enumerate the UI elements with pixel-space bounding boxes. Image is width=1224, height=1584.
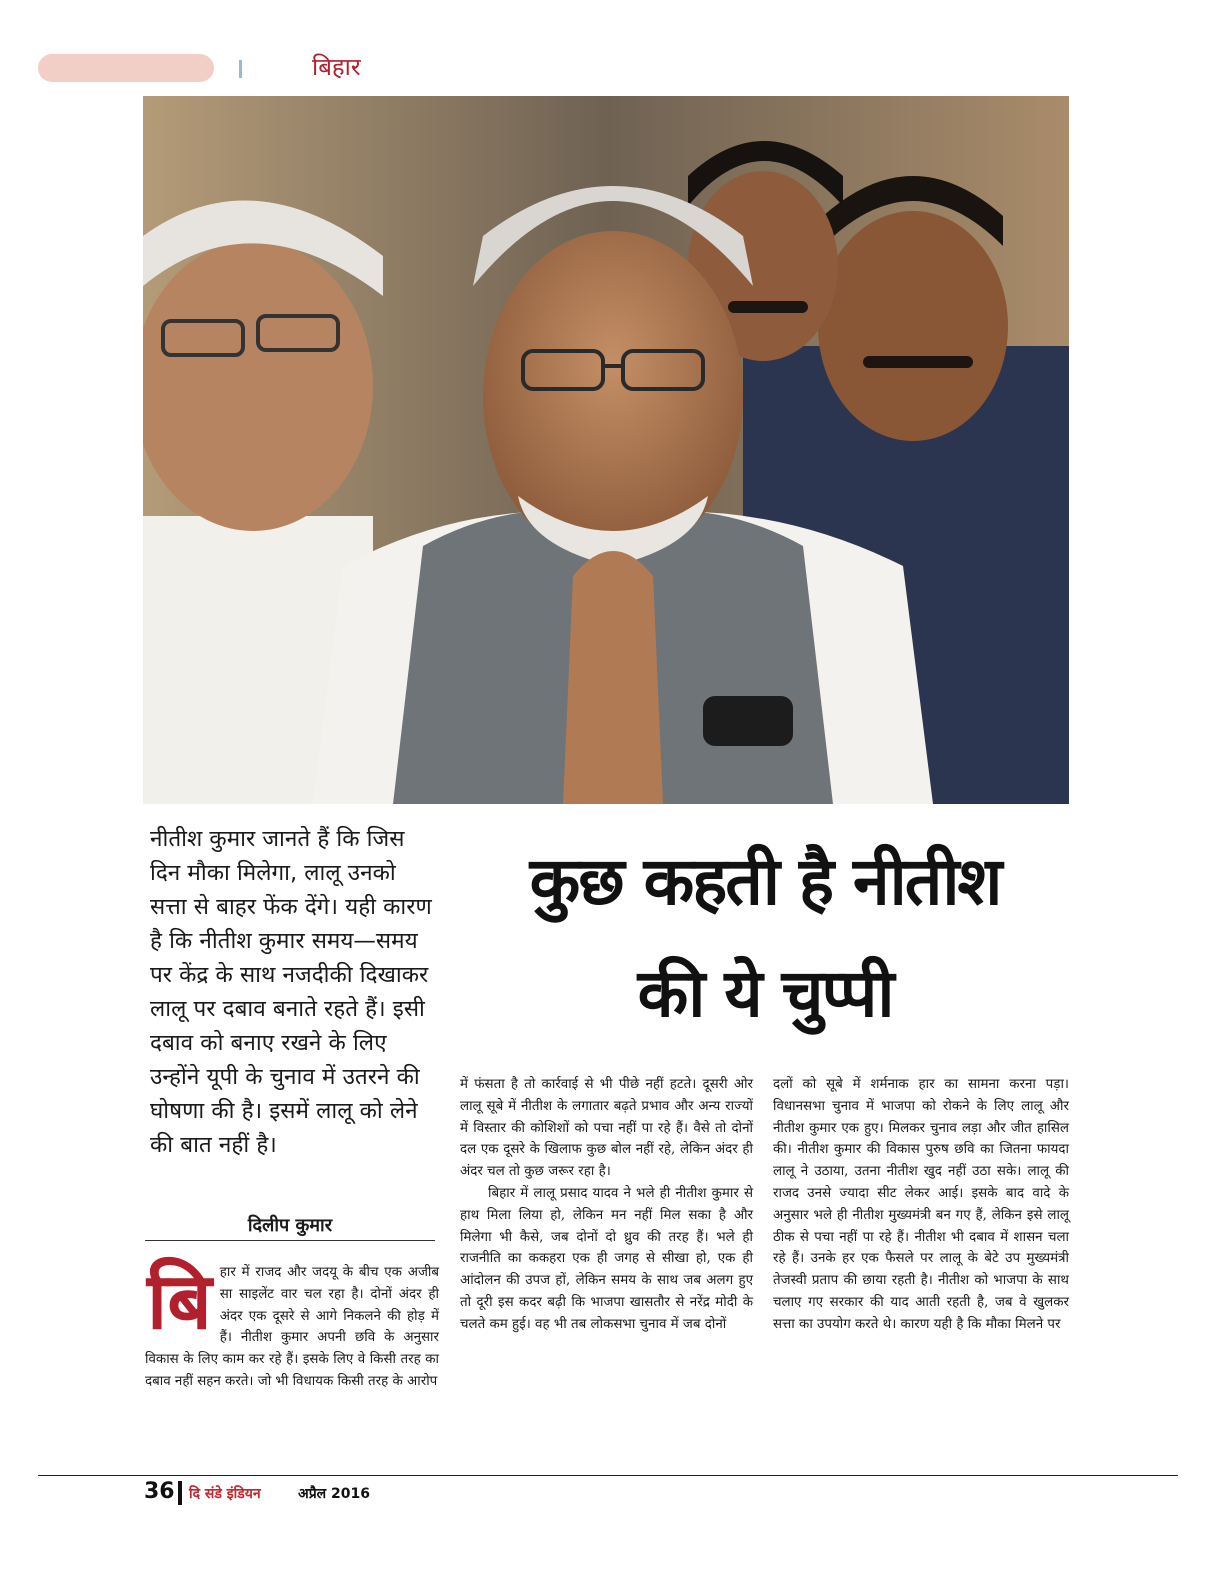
photo-illustration (143, 96, 1069, 804)
column-1-text: हार में राजद और जदयू के बीच एक अजीब सा साइलेंट वार चल रहा है। दोनों अंदर ही अंदर एक दूसरे से आगे निकलने की होड़ में हैं। नीतीश कुमार अपनी छवि के अनुसार विकास के लिए काम कर रहे हैं। इसके लिए वे किसी तरह का दबाव नहीं सहन करते। जो भी विधायक किसी तरह के आरोप (145, 1265, 439, 1389)
article-column-2 (460, 1074, 753, 1336)
header-separator (239, 60, 242, 78)
headline-line-1: कुछ कहती है नीतीश (529, 843, 1001, 920)
footer-separator (178, 1481, 182, 1505)
drop-cap: बि (147, 1257, 212, 1347)
column-2-paragraph-2: बिहार में लालू प्रसाद यादव ने भले ही नीतीश कुमार से हाथ मिला लिया हो, लेकिन मन नहीं मिल सका है और मिलेगा भी कैसे, जब दोनों दो ध्रुव की तरह हैं। भले ही राजनीति का ककहरा एक ही जगह से सीखा हो, एक ही आंदोलन की उपज हों, लेकिन समय के साथ जब अलग हुए तो दूरी इस कदर बढ़ी कि भाजपा खासतौर से नरेंद्र मोदी के चलते कम हुई। वह भी तब लोकसभा चुनाव में जब दोनों (460, 1185, 753, 1332)
article-headline (440, 826, 1090, 1050)
byline: दिलीप कुमार (247, 1215, 333, 1236)
article-column-1 (145, 1257, 439, 1393)
header-pill-decoration (38, 54, 214, 82)
footer-divider (38, 1475, 1178, 1476)
headline-line-2: की ये चुप्पी (637, 955, 893, 1032)
column-2-paragraph-1: में फंसता है तो कार्रवाई से भी पीछे नहीं हटते। दूसरी ओर लालू सूबे में नीतीश के लगातार बढ़ते प्रभाव और अन्य राज्यों में विस्तार की कोशिशों को पचा नहीं पा रहे हैं। वैसे तो दोनों दल एक दूसरे के खिलाफ कुछ बोल नहीं रहे, लेकिन अंदर ही अंदर चल तो कुछ जरूर रहा है। (460, 1077, 753, 1180)
section-label: बिहार (312, 53, 361, 81)
byline-divider (145, 1240, 435, 1241)
magazine-name: दि संडे इंडियन (189, 1486, 261, 1502)
article-column-3: दलों को सूबे में शर्मनाक हार का सामना करना पड़ा। विधानसभा चुनाव में भाजपा को रोकने के लिए लालू और नीतीश कुमार एक हुए। मिलकर चुनाव लड़ा और जीत हासिल की। नीतीश कुमार की विकास पुरुष छवि का जितना फायदा लालू ने उठाया, उतना नीतीश खुद नहीं उठा सके। लालू की राजद उनसे ज्यादा सीट लेकर आई। इसके बाद वादे के अनुसार भले ही नीतीश मुख्यमंत्री बन गए हैं, लेकिन इसे लालू ठीक से पचा नहीं पा रहे हैं। नीतीश भी दबाव में शासन चला रहे हैं। उनके हर एक फैसले पर लालू के बेटे उप मुख्यमंत्री तेजस्वी प्रताप की छाया रहती है। नीतीश को भाजपा के साथ चलाए गए सरकार की याद आती रहती है, जब वे खुलकर सत्ता का उपयोग करते थे। कारण यही है कि मौका मिलने पर (773, 1077, 1069, 1332)
issue-date: अप्रैल 2016 (298, 1486, 370, 1502)
page-number: 36 (144, 1479, 175, 1504)
lead-photo (143, 96, 1069, 804)
pull-quote: नीतीश कुमार जानते हैं कि जिस दिन मौका मिलेगा, लालू उनको सत्ता से बाहर फेंक देंगे। यही कारण है कि नीतीश कुमार समय—समय पर केंद्र के साथ नजदीकी दिखाकर लालू पर दबाव बनाते रहते हैं। इसी दबाव को बनाए रखने के लिए उन्होंने यूपी के चुनाव में उतरने की घोषणा की है। इसमें लालू को लेने की बात नहीं है। (150, 826, 432, 1158)
